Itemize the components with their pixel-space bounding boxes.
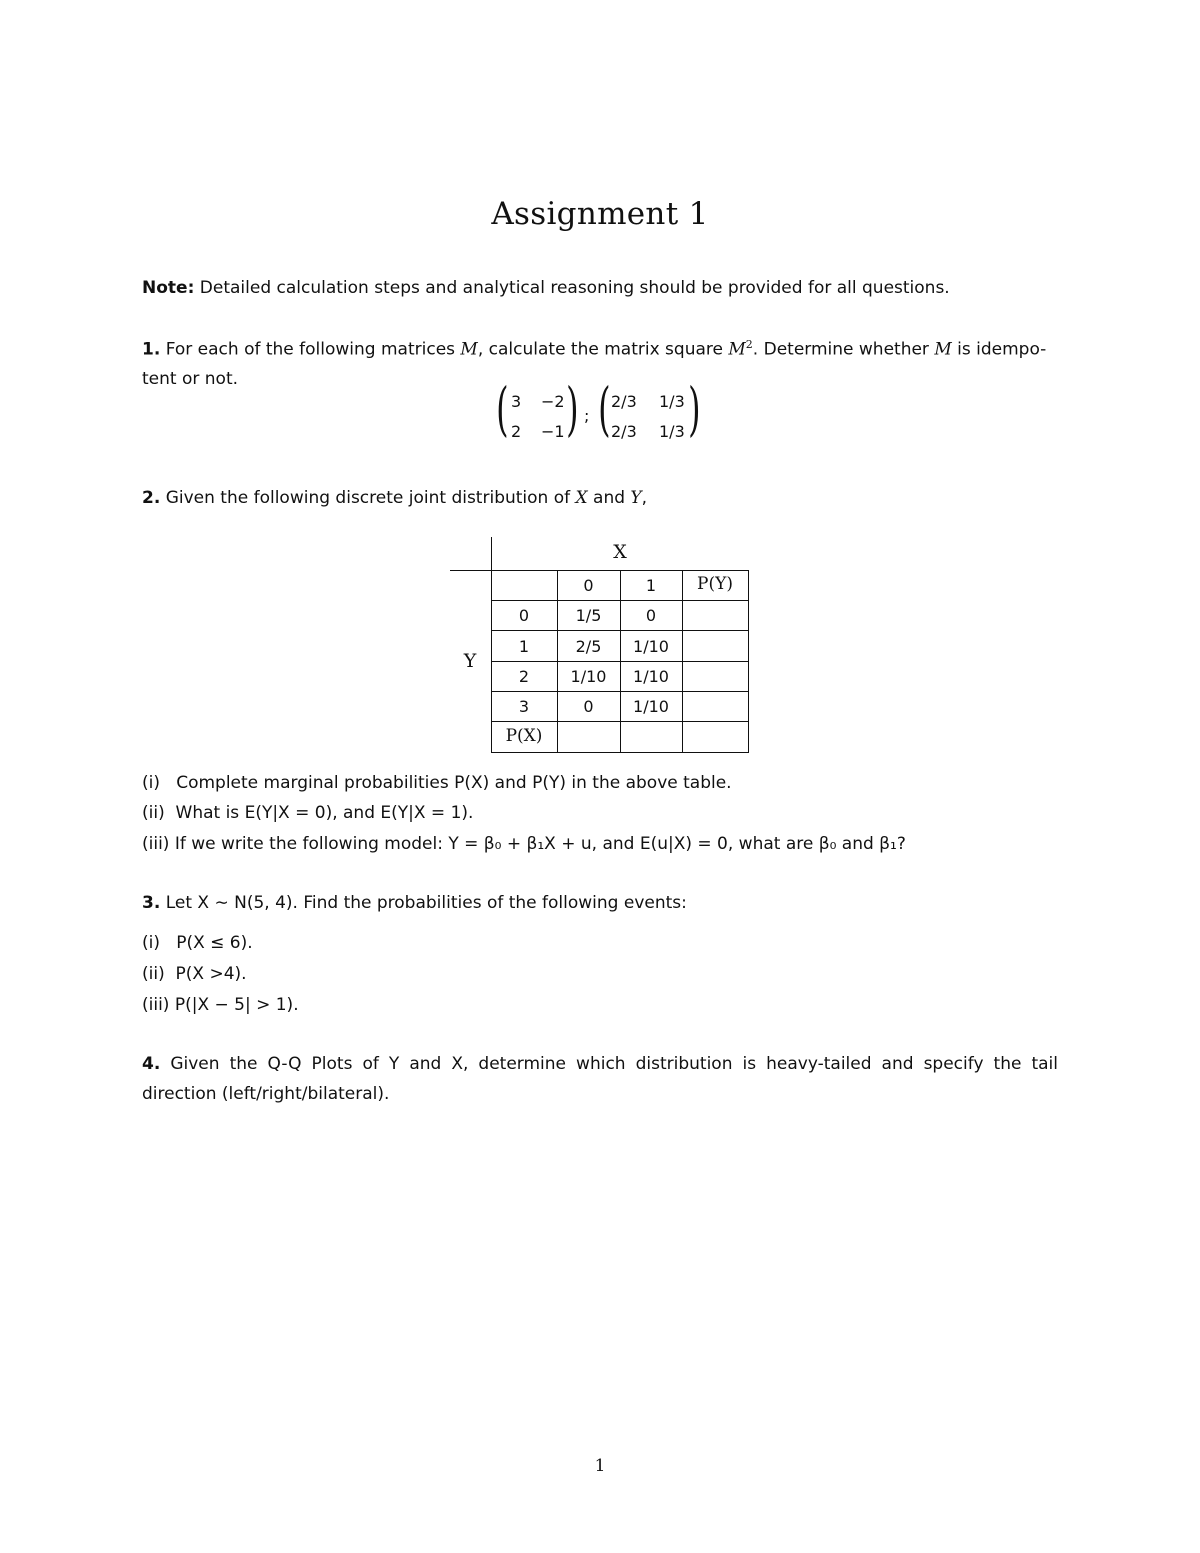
q3-sub-iii: (iii) P(|X − 5| > 1).	[142, 995, 299, 1015]
q1-var-m3: M	[934, 339, 952, 360]
q3-sub-i: (i) P(X ≤ 6).	[142, 933, 253, 953]
q1-number: 1.	[142, 339, 161, 360]
matrix-2-cell: 1/3	[659, 392, 685, 411]
q1-superscript: 2	[745, 338, 753, 351]
q1-var-m2: M	[728, 339, 746, 360]
table-hline	[450, 570, 749, 571]
table-cell: 2	[518, 667, 530, 686]
table-hline	[491, 630, 749, 631]
table-cell: 0	[645, 606, 657, 625]
note-label: Note:	[142, 278, 195, 298]
matrix-2-cell: 2/3	[611, 392, 637, 411]
table-x-label: X	[613, 541, 627, 563]
matrix-2-left-paren: (	[598, 375, 611, 443]
table-y-label: Y	[463, 650, 477, 672]
q2-text-a: Given the following discrete joint distribution of	[165, 488, 571, 508]
matrix-1-cell: −1	[541, 422, 565, 441]
table-hline	[491, 600, 749, 601]
matrix-1-cell: −2	[541, 392, 565, 411]
table-cell: 1/10	[570, 667, 607, 686]
q2-var-x: X	[575, 488, 588, 508]
q1-var-m: M	[460, 339, 478, 360]
table-cell: 1/10	[633, 667, 669, 686]
q1-line2: tent or not.	[142, 369, 239, 389]
table-hline	[491, 721, 749, 722]
q3-sub-ii: (ii) P(X >4).	[142, 964, 247, 984]
q1-text-a: For each of the following matrices	[165, 339, 456, 360]
table-cell: 1/5	[575, 606, 602, 625]
q1-text-d: is idempo-	[957, 339, 1047, 360]
page-number: 1	[594, 1456, 606, 1476]
matrix-1-right-paren: )	[566, 375, 579, 443]
q4-line2: direction (left/right/bilateral).	[142, 1084, 390, 1104]
matrix-separator: ;	[584, 406, 590, 425]
matrix-1-left-paren: (	[496, 375, 509, 443]
table-cell: 1/10	[633, 637, 669, 656]
note-text: Detailed calculation steps and analytical reasoning should be provided for all questions.	[199, 278, 950, 298]
q3-line	[142, 893, 687, 913]
table-cell: 3	[518, 697, 530, 716]
table-cell: 0	[518, 606, 530, 625]
q1-text-c: . Determine whether	[752, 339, 929, 360]
q4-line1	[142, 1054, 1058, 1074]
table-cell: 1	[518, 637, 530, 656]
q2-var-y: Y	[630, 488, 642, 508]
table-cell: 0	[583, 697, 594, 716]
q4-number: 4.	[142, 1054, 161, 1074]
page-title: Assignment 1	[491, 196, 709, 232]
matrix-2	[597, 375, 707, 448]
table-cell: 1/10	[633, 697, 669, 716]
table-hline	[491, 691, 749, 692]
note-paragraph	[142, 278, 950, 298]
q4-text-line1: Given the Q-Q Plots of Y and X, determine which distribution is heavy-tailed and specify the tail	[170, 1054, 1059, 1074]
q2-sub-ii: (ii) What is E(Y|X = 0), and E(Y|X = 1).	[142, 803, 474, 823]
q2-and: and	[593, 488, 626, 508]
q2-number: 2.	[142, 488, 161, 508]
q2-sub-iii: (iii) If we write the following model: Y = β₀ + β₁X + u, and E(u|X) = 0, what are β₀ and β₁?	[142, 834, 906, 854]
q2-line	[142, 488, 647, 508]
q3-text: Let X ∼ N(5, 4). Find the probabilities of the following events:	[165, 893, 687, 913]
table-header-cell: P(Y)	[697, 574, 733, 594]
matrix-1	[495, 375, 585, 448]
q2-sub-i: (i) Complete marginal probabilities P(X) and P(Y) in the above table.	[142, 773, 732, 793]
matrix-1-cell: 2	[511, 422, 522, 441]
table-header-cell: 0	[583, 576, 594, 595]
q2-comma: ,	[641, 488, 648, 508]
q1-text-b: , calculate the matrix square	[477, 339, 723, 360]
table-header-cell: 1	[645, 576, 657, 595]
table-hline	[491, 661, 749, 662]
matrix-2-cell: 2/3	[611, 422, 637, 441]
matrix-2-cell: 1/3	[659, 422, 685, 441]
matrix-1-cell: 3	[511, 392, 522, 411]
table-cell: 2/5	[575, 637, 602, 656]
matrix-2-right-paren: )	[688, 375, 701, 443]
q1-line1	[142, 338, 1046, 360]
q3-number: 3.	[142, 893, 161, 913]
table-cell: P(X)	[505, 726, 543, 746]
table-hline	[491, 752, 749, 753]
